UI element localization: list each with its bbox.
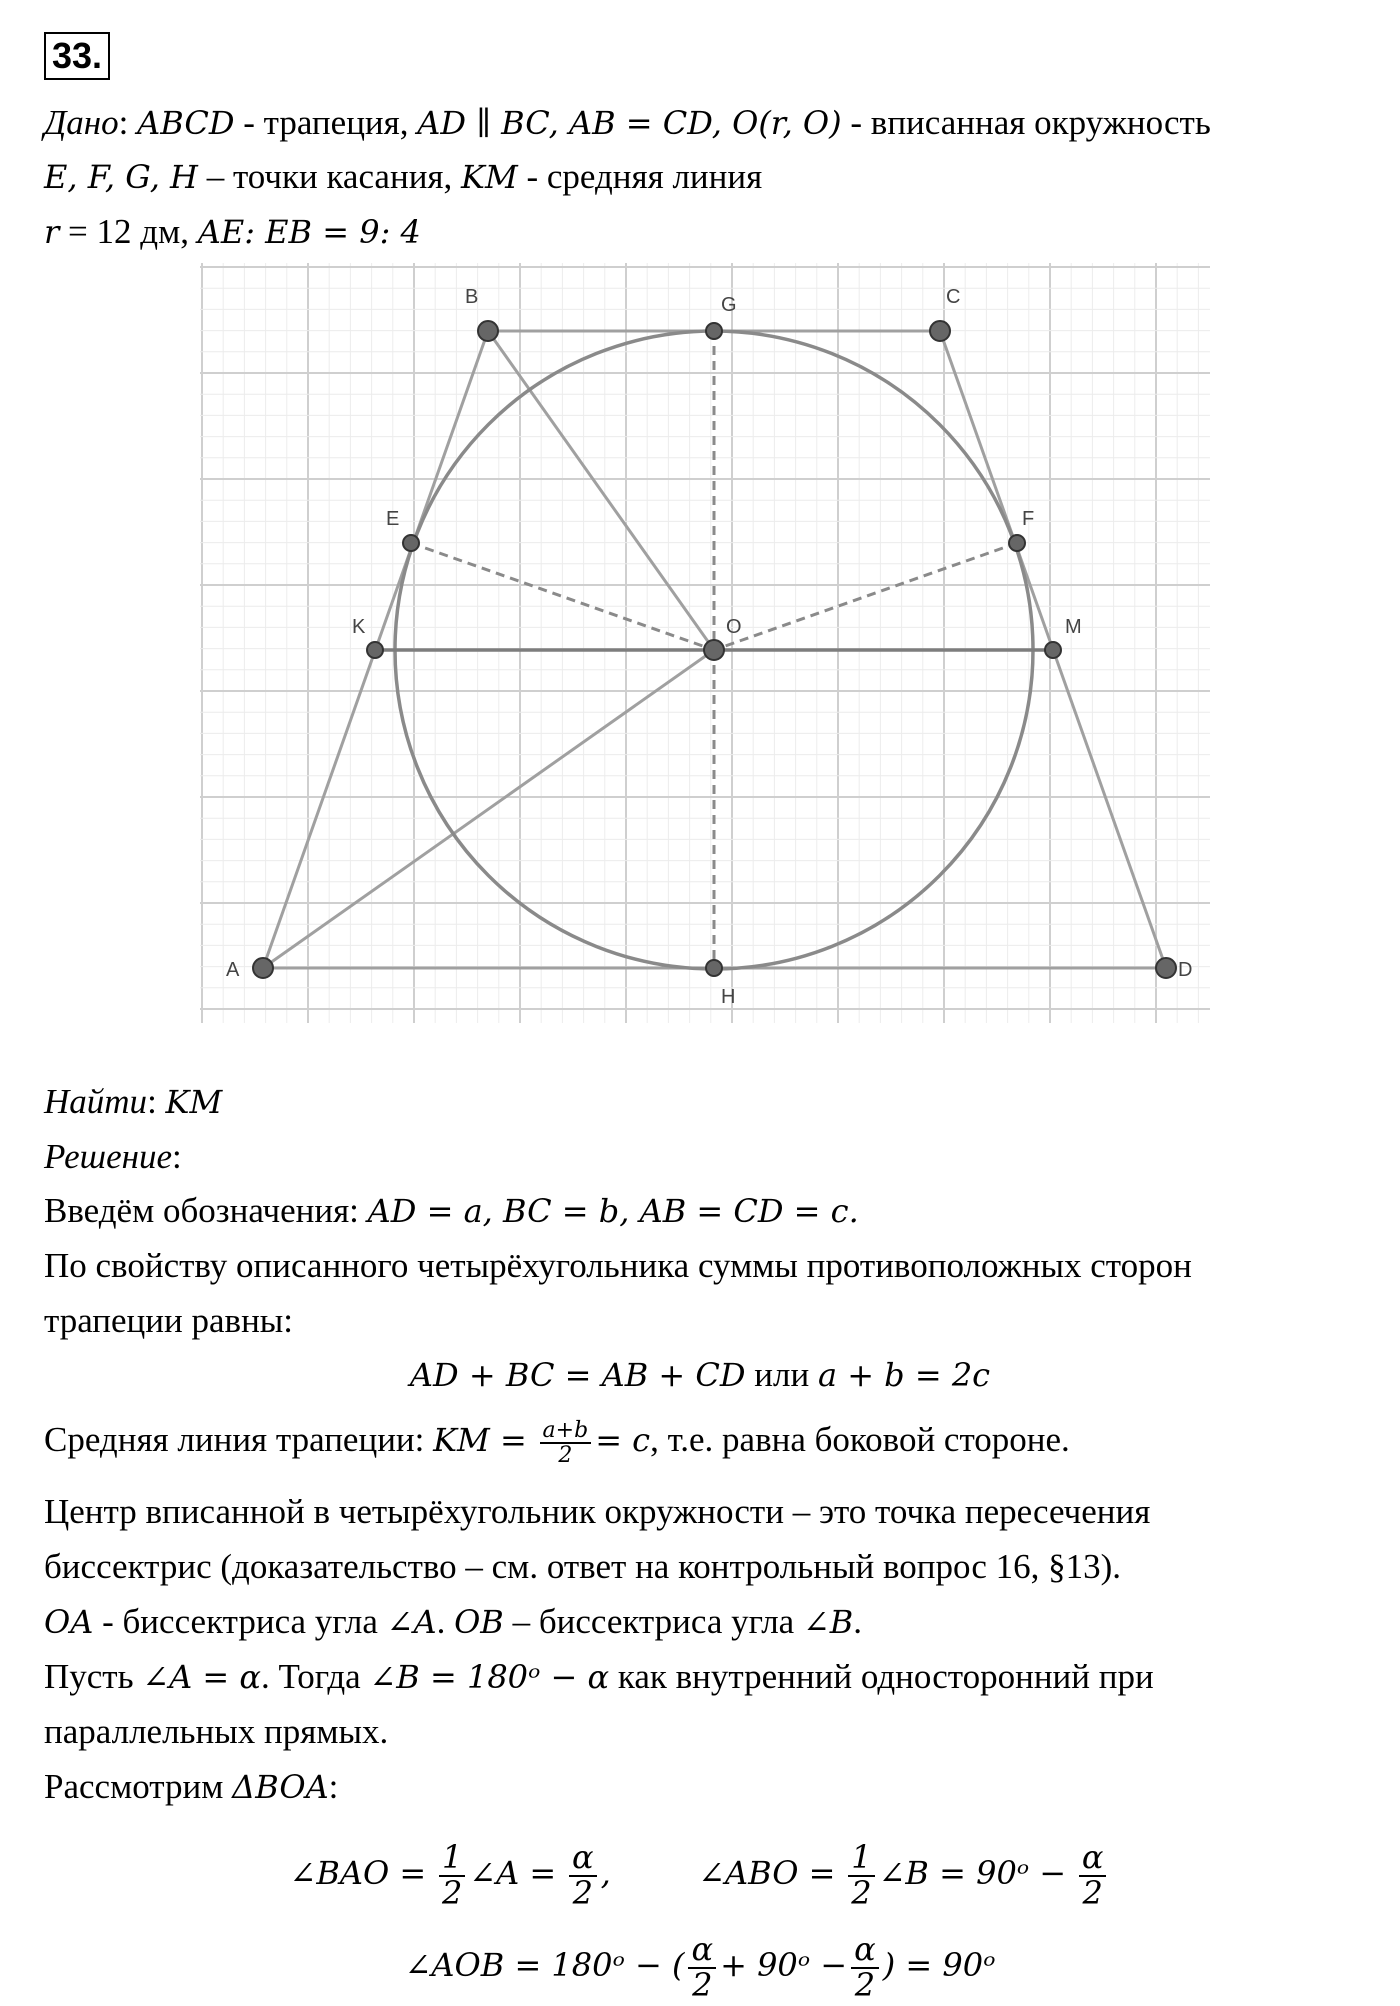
point-k (367, 642, 383, 658)
let-line-2: параллельных прямых. (44, 1712, 389, 1751)
sum-equation: AD + BC = AB + CD или a + b = 2c (409, 1355, 991, 1394)
point-m (1045, 642, 1061, 658)
label-o: O (726, 616, 742, 638)
point-h (706, 960, 722, 976)
label-m: M (1065, 616, 1082, 638)
point-e (403, 535, 419, 551)
point-c (930, 321, 950, 341)
center-line-1: Центр вписанной в четырёхугольник окружности – это точка пересечения (44, 1492, 1151, 1531)
given-line-2: E, F, G, H – точки касания, KM - средняя линия (44, 157, 763, 196)
segment-oa (263, 650, 714, 968)
label-g: G (721, 294, 737, 316)
center-line-2: биссектрис (доказательство – см. ответ на контрольный вопрос 16, §13). (44, 1547, 1122, 1586)
midline-fraction: $\frac{a+b}{2}$ (540, 1419, 592, 1467)
label-k: K (352, 616, 366, 638)
let-line-1: Пусть ∠A = α. Тогда ∠B = 180ᵒ − α как внутренний односторонний при (44, 1657, 1154, 1696)
aob-equation: ∠AOB = 180ᵒ − ( $\frac{\alpha}{2}$ + 90ᵒ − $\frac{\alpha}{2}$ ) = 90ᵒ (404, 1930, 996, 2004)
label-c: C (946, 286, 961, 308)
bisectors-line: OA - биссектриса угла ∠A. OB – биссектриса угла ∠B. (44, 1602, 863, 1641)
property-line-2: трапеции равны: (44, 1301, 294, 1340)
midline-line: Средняя линия трапеции: KM = $\frac{a+b}{2}$ = c, т.е. равна боковой стороне. (44, 1417, 1070, 1468)
solution-label: Решение (44, 1137, 173, 1176)
label-b: B (465, 286, 479, 308)
point-d (1156, 958, 1176, 978)
point-g (706, 323, 722, 339)
problem-number: 33. (44, 32, 110, 80)
notation-line: Введём обозначения: AD = a, BC = b, AB = CD = c. (44, 1191, 859, 1230)
label-a: A (226, 959, 240, 981)
point-o (704, 640, 724, 660)
given-label: Дано (44, 103, 119, 142)
label-f: F (1022, 508, 1035, 530)
geometry-figure (200, 263, 1210, 1023)
given-line-1: Дано: ABCD - трапеция, AD ∥ BC, AB = CD, O(r, O) - вписанная окружность (44, 103, 1211, 142)
given-line-3: r = 12 дм, AE: EB = 9: 4 (44, 212, 421, 251)
find-label: Найти (44, 1082, 148, 1121)
property-line-1: По свойству описанного четырёхугольника суммы противоположных сторон (44, 1246, 1192, 1285)
point-b (478, 321, 498, 341)
radius-of (714, 543, 1017, 650)
point-f (1009, 535, 1025, 551)
point-a (253, 958, 273, 978)
consider-line: Рассмотрим ΔBOA: (44, 1767, 339, 1806)
segment-ob (488, 331, 714, 650)
angles-equation: ∠BAO = $\frac{1}{2}$ ∠A = $\frac{\alpha}{2}$ , ∠ABO = $\frac{1}{2}$ ∠B = 90ᵒ − $\frac{\alpha}{2}$ (0, 1828, 1400, 1918)
solution-label-line: Решение: (44, 1137, 182, 1176)
label-h: H (721, 986, 736, 1008)
label-e: E (386, 508, 400, 530)
find-line: Найти: KM (44, 1082, 223, 1121)
label-d: D (1178, 959, 1193, 981)
